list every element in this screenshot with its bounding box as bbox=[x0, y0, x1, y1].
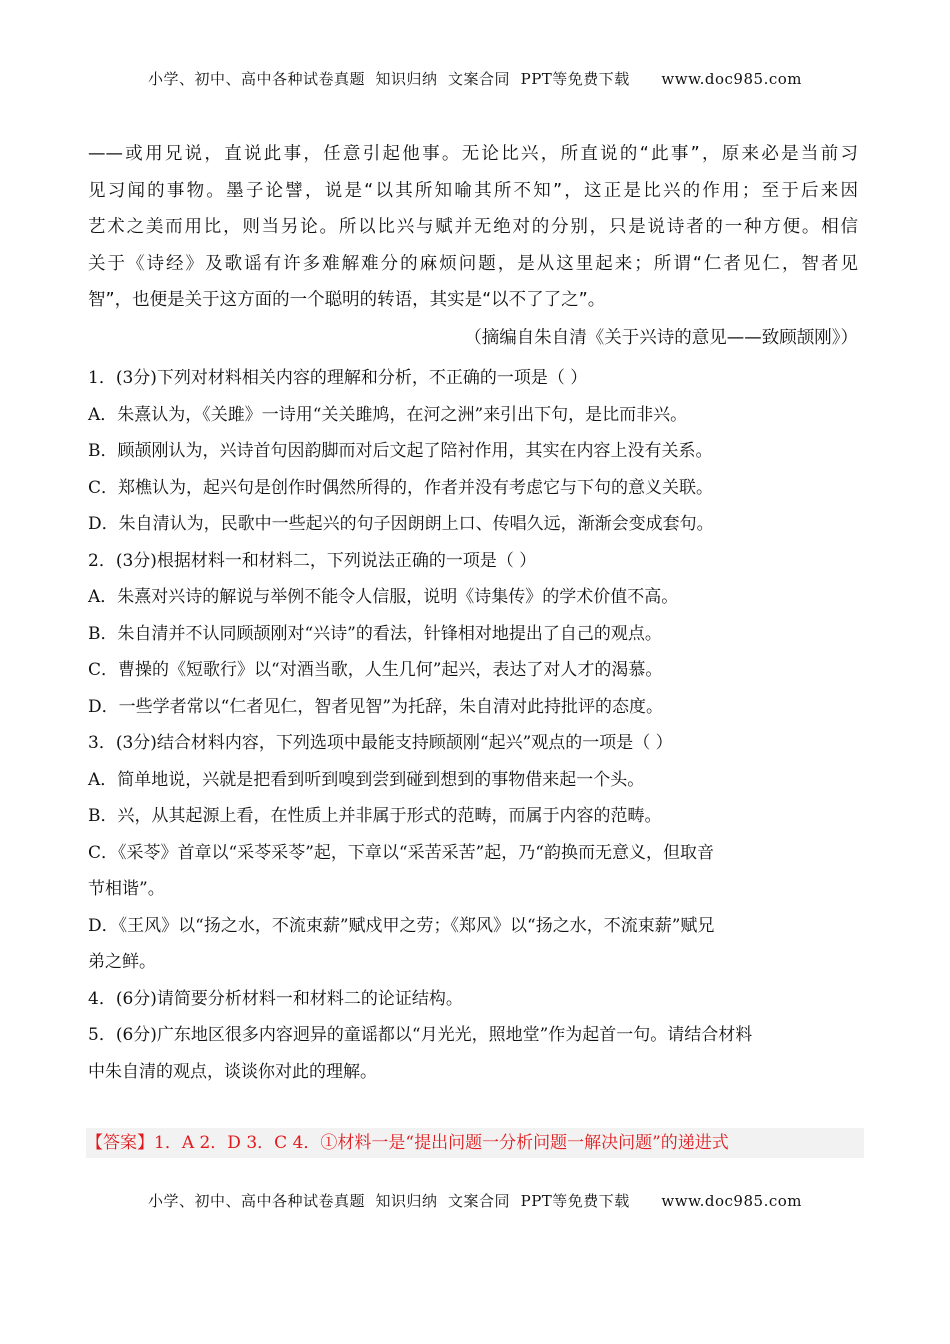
passage-line: ——或用兄说，直说此事，任意引起他事。无论比兴，所直说的“此事”，原来必是当前习 bbox=[88, 144, 858, 164]
question-2-option-a bbox=[88, 579, 858, 616]
option-line: A．朱熹对兴诗的解说与举例不能令人信服，说明《诗集传》的学术价值不高。 bbox=[88, 587, 679, 607]
option-line: C．郑樵认为，起兴句是创作时偶然所得的，作者并没有考虑它与下句的意义关联。 bbox=[88, 477, 714, 498]
option-line: B．兴，从其起源上看，在性质上并非属于形式的范畴，而属于内容的范畴。 bbox=[88, 806, 662, 826]
option-line: C．曹操的《短歌行》以“对酒当歌，人生几何”起兴，表达了对人才的渴慕。 bbox=[88, 660, 663, 680]
option-line: B．朱自清并不认同顾颉刚对“兴诗”的看法，针锋相对地提出了自己的观点。 bbox=[88, 623, 662, 644]
page-header: 小学、初中、高中各种试卷真题 知识归纳 文案合同 PPT等免费下载 www.doc985.com bbox=[147, 70, 802, 88]
page-footer: 小学、初中、高中各种试卷真题 知识归纳 文案合同 PPT等免费下载 www.doc985.com bbox=[147, 1192, 802, 1210]
questions-section bbox=[88, 360, 858, 1090]
question-5 bbox=[88, 1017, 858, 1090]
option-line: C．《采苓》首章以“采苓采苓”起，下章以“采苦采苦”起，乃“韵换而无意义，但取音 bbox=[88, 842, 714, 863]
option-line: D．朱自清认为，民歌中一些起兴的句子因朗朗上口、传唱久远，渐渐会变成套句。 bbox=[88, 514, 714, 534]
question-line: 4．(6分)请简要分析材料一和材料二的论证结构。 bbox=[88, 988, 463, 1009]
question-2 bbox=[88, 543, 858, 580]
question-2-option-d bbox=[88, 689, 858, 726]
question-3-option-b bbox=[88, 798, 858, 835]
passage-line: 关于《诗经》及歌谣有许多难解难分的麻烦问题，是从这里起来；所谓“仁者见仁，智者见 bbox=[88, 253, 858, 274]
question-4 bbox=[88, 981, 858, 1018]
question-1-option-a bbox=[88, 397, 858, 434]
question-3-option-a bbox=[88, 762, 858, 799]
option-line: D．一些学者常以“仁者见仁，智者见智”为托辞，朱自清对此持批评的态度。 bbox=[88, 696, 664, 717]
question-1-option-c bbox=[88, 470, 858, 507]
question-line: 2．(3分)根据材料一和材料二，下列说法正确的一项是（ ） bbox=[88, 550, 537, 571]
question-1 bbox=[88, 360, 858, 397]
option-line: D．《王风》以“扬之水，不流束薪”赋戍甲之劳；《郑风》以“扬之水，不流束薪”赋兄 bbox=[88, 915, 715, 936]
option-line: 节相谐”。 bbox=[88, 879, 165, 899]
passage-line: 见习闻的事物。墨子论譬，说是“以其所知喻其所不知”，这正是比兴的作用；至于后来因 bbox=[88, 180, 858, 201]
passage-source: （摘编自朱自清《关于兴诗的意见——致顾颉刚》） bbox=[464, 328, 858, 348]
option-line: A．朱熹认为，《关雎》一诗用“关关雎鸠，在河之洲”来引出下句，是比而非兴。 bbox=[88, 404, 688, 425]
option-line: A．简单地说，兴就是把看到听到嗅到尝到碰到想到的事物借来起一个头。 bbox=[88, 769, 645, 790]
question-1-option-b bbox=[88, 433, 858, 470]
answer-banner: 【答案】1．A 2．D 3．C 4．①材料一是“提出问题一分析问题一解决问题”的递进式 bbox=[86, 1128, 864, 1158]
question-line: 3．(3分)结合材料内容，下列选项中最能支持顾颉刚“起兴”观点的一项是（ ） bbox=[88, 733, 673, 753]
passage-line: 艺术之美而用比，则当另论。所以比兴与赋并无绝对的分别，只是说诗者的一种方便。相信 bbox=[88, 217, 858, 237]
question-line: 5．(6分)广东地区很多内容迥异的童谣都以“月光光，照地堂”作为起首一句。请结合材料 bbox=[88, 1025, 753, 1045]
question-3 bbox=[88, 725, 858, 762]
question-line: 中朱自清的观点，谈谈你对此的理解。 bbox=[88, 1061, 377, 1082]
question-3-option-c bbox=[88, 835, 858, 908]
passage-line: 智”，也便是关于这方面的一个聪明的转语，其实是“以不了了之”。 bbox=[88, 290, 606, 310]
question-2-option-b bbox=[88, 616, 858, 653]
question-3-option-d bbox=[88, 908, 858, 981]
passage-text bbox=[88, 136, 858, 319]
question-line: 1．(3分)下列对材料相关内容的理解和分析，不正确的一项是（ ） bbox=[88, 368, 588, 388]
question-2-option-c bbox=[88, 652, 858, 689]
question-1-option-d bbox=[88, 506, 858, 543]
option-line: B．顾颉刚认为，兴诗首句因韵脚而对后文起了陪衬作用，其实在内容上没有关系。 bbox=[88, 441, 713, 461]
option-line: 弟之鲜。 bbox=[88, 952, 156, 972]
